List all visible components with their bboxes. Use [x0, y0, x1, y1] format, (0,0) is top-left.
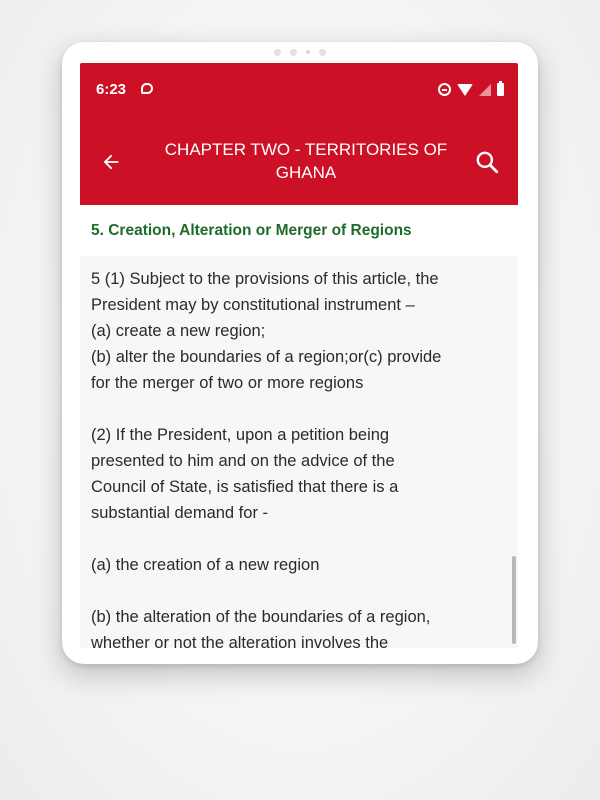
text-line: (a) the creation of a new region	[91, 556, 320, 574]
camera-lens	[290, 49, 297, 56]
do-not-disturb-icon	[438, 83, 451, 96]
sensor-dot-small	[306, 50, 310, 54]
page-title-line-1: CHAPTER TWO - TERRITORIES OF	[164, 140, 448, 159]
back-arrow-icon	[100, 151, 122, 173]
search-button[interactable]	[470, 145, 504, 179]
text-line: (a) create a new region;	[91, 322, 266, 340]
text-line: (b) alter the boundaries of a region;or(c) provide	[91, 348, 442, 366]
status-time: 6:23	[96, 81, 127, 98]
text-line: for the merger of two or more regions	[91, 374, 364, 392]
back-button[interactable]	[94, 145, 128, 179]
camera-row	[62, 46, 538, 58]
text-line: President may by constitutional instrument –	[91, 296, 415, 314]
battery-icon	[497, 83, 504, 96]
section-title: 5. Creation, Alteration or Merger of Regions	[91, 222, 412, 239]
search-icon	[474, 149, 500, 175]
section-header	[80, 205, 518, 256]
paragraph-1	[91, 266, 506, 396]
text-line: Council of State, is satisfied that there is a	[91, 478, 399, 496]
text-line: (b) the alteration of the boundaries of a region,	[91, 608, 431, 626]
paragraph-4	[91, 604, 506, 648]
sensor-dot	[274, 49, 281, 56]
article-text	[91, 266, 506, 648]
page-title	[156, 138, 456, 184]
paragraph-2	[91, 422, 506, 526]
text-line: (2) If the President, upon a petition being	[91, 426, 390, 444]
text-line: whether or not the alteration involves the	[91, 634, 389, 648]
page-title-line-2: GHANA	[275, 163, 337, 182]
sensor-dot	[319, 49, 326, 56]
article-content[interactable]	[80, 256, 518, 648]
status-icons	[438, 83, 504, 96]
paragraph-3	[91, 552, 506, 578]
app-bar	[80, 119, 518, 205]
tablet-device-frame	[62, 42, 538, 664]
scrollbar-thumb[interactable]	[512, 556, 516, 644]
text-line: substantial demand for -	[91, 504, 269, 522]
signal-icon	[479, 84, 491, 96]
text-line: presented to him and on the advice of the	[91, 452, 395, 470]
chat-bubble-icon	[141, 83, 153, 94]
screen	[80, 63, 518, 648]
wifi-icon	[457, 84, 473, 96]
status-bar	[80, 63, 518, 119]
text-line: 5 (1) Subject to the provisions of this article, the	[91, 270, 439, 288]
